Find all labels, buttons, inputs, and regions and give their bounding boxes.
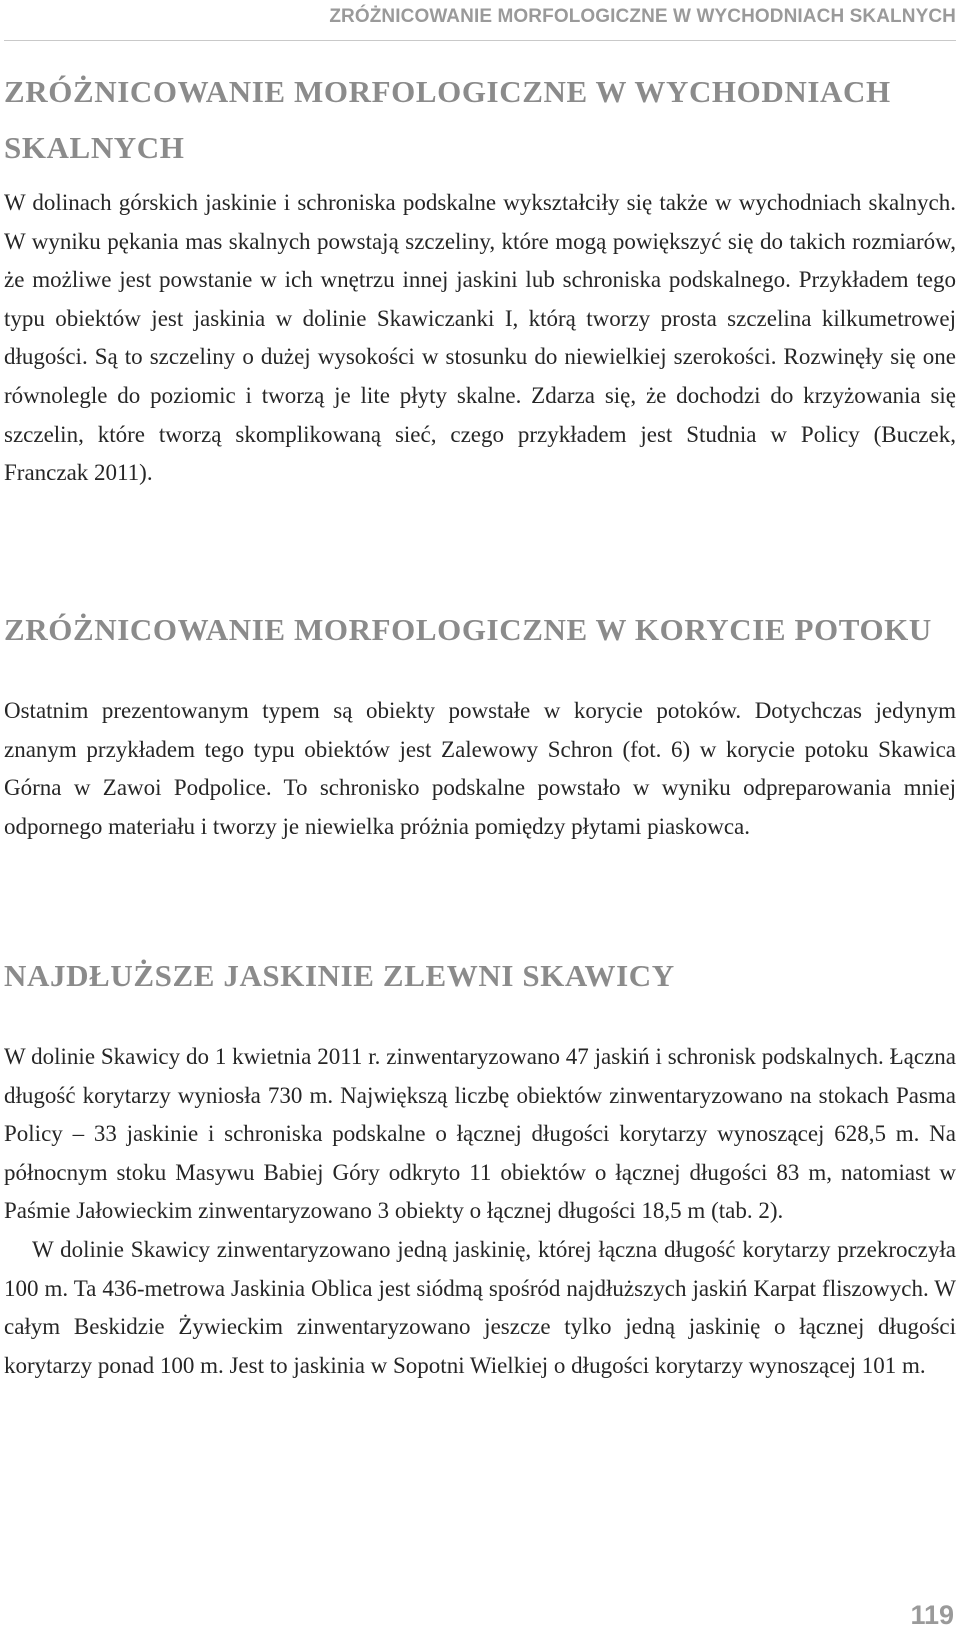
section-stream-bed bbox=[4, 602, 956, 846]
page-number: 119 bbox=[910, 1600, 954, 1630]
header-rule bbox=[4, 40, 956, 41]
section-title: NAJDŁUŻSZE JASKINIE ZLEWNI SKAWICY bbox=[4, 958, 675, 993]
section-title: ZRÓŻNICOWANIE MORFOLOGICZNE W KORYCIE POTOKU bbox=[4, 612, 932, 647]
section-rock-outcrops bbox=[4, 64, 956, 493]
paragraph: W dolinie Skawicy do 1 kwietnia 2011 r. zinwentaryzowano 47 jaskiń i schronisk podskalnych. Łączna długość korytarzy wyniosła 730 m. Największą liczbę obiektów zinwentaryzowano na stokach Pasma Policy – 33 jaskinie i schroniska podskalne o łącznej długości korytarzy wynoszącej 628,5 m. Na północnym stoku Masywu Babiej Góry odkryto 11 obiektów o łącznej długości 83 m, natomiast w Paśmie Jałowieckim zinwentaryzowano 3 obiekty o łącznej długości 18,5 m (tab. 2). bbox=[4, 1044, 956, 1224]
paragraph: W dolinach górskich jaskinie i schroniska podskalne wykształciły się także w wychodniach skalnych. W wyniku pękania mas skalnych powstają szczeliny, które mogą powiększyć się do takich rozmiarów, że możliwe jest powstanie w ich wnętrzu innej jaskini lub schroniska podskalnego. Przykładem tego typu obiektów jest jaskinia w dolinie Skawiczanki I, którą tworzy prosta szczelina kilkumetrowej długości. Są to szczeliny o dużej wysokości w stosunku do niewielkiej szerokości. Rozwinęły się one równolegle do poziomic i tworzą je lite płyty skalne. Zdarza się, że dochodzi do krzyżowania się szczelin, które tworzą skomplikowaną sieć, czego przykładem jest Studnia w Policy (Buczek, Franczak 2011). bbox=[4, 190, 956, 486]
paragraph: Ostatnim prezentowanym typem są obiekty powstałe w korycie potoków. Dotychczas jedynym znanym przykładem tego typu obiektów jest Zalewowy Schron (fot. 6) w korycie potoku Skawica Górna w Zawoi Podpolice. To schronisko podskalne powstało w wyniku odpreparowania mniej odpornego materiału i tworzy je niewielka próżnia pomiędzy płytami piaskowca. bbox=[4, 698, 956, 839]
running-head: ZRÓŻNICOWANIE MORFOLOGICZNE W WYCHODNIACH SKALNYCH bbox=[329, 6, 956, 27]
paragraph: W dolinie Skawicy zinwentaryzowano jedną jaskinię, której łączna długość korytarzy przekroczyła 100 m. Ta 436-metrowa Jaskinia Oblica jest siódmą spośród najdłuższych jaskiń Karpat fliszowych. W całym Beskidzie Żywieckim zinwentaryzowano jeszcze tylko jedną jaskinię o łącznej długości korytarzy ponad 100 m. Jest to jaskinia w Sopotni Wielkiej o długości korytarzy wynoszącej 101 m. bbox=[4, 1236, 956, 1378]
section-title: ZRÓŻNICOWANIE MORFOLOGICZNE W WYCHODNIACH SKALNYCH bbox=[4, 74, 891, 165]
section-longest-caves bbox=[4, 948, 956, 1385]
